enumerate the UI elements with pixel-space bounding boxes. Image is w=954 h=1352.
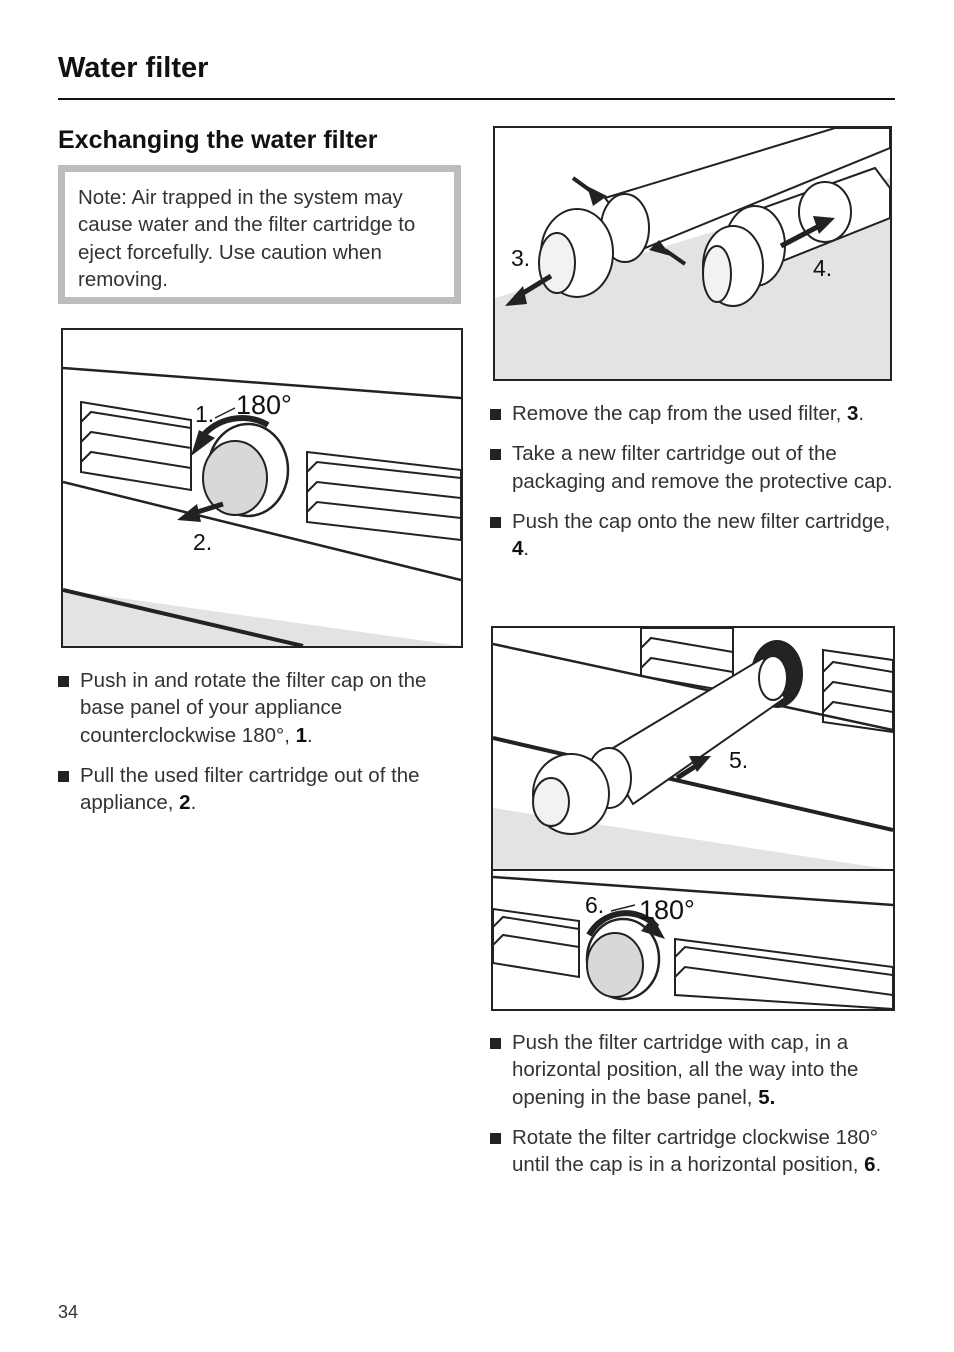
list-item: Pull the used filter cartridge out of the appliance, 2.: [58, 762, 468, 817]
figure-rotate-pull-drawing: [63, 330, 461, 646]
bullet-square-icon: [490, 1133, 501, 1144]
title-divider: [58, 98, 895, 100]
figure-cap-change-drawing: [495, 128, 890, 379]
bullet-square-icon: [58, 771, 69, 782]
bullet-square-icon: [58, 676, 69, 687]
bullet-square-icon: [490, 517, 501, 528]
step-6-label: 6.: [585, 892, 605, 918]
step-2-label: 2.: [193, 529, 213, 555]
bullet-square-icon: [490, 449, 501, 460]
angle-label-6: 180°: [639, 895, 695, 925]
bullet-square-icon: [490, 409, 501, 420]
page-title: Water filter: [58, 52, 209, 84]
section-heading: Exchanging the water filter: [58, 126, 378, 154]
steps-list-left: [58, 667, 468, 829]
step-3-label: 3.: [511, 245, 531, 271]
figure-rotate-pull: [61, 328, 463, 648]
angle-label: 180°: [236, 390, 292, 420]
figure-insert-cartridge: [491, 626, 895, 872]
figure-rotate-clockwise: [491, 869, 895, 1011]
list-item: Rotate the filter cartridge clockwise 180° until the cap is in a horizontal position, 6.: [490, 1124, 900, 1179]
list-item: Push the filter cartridge with cap, in a horizontal position, all the way into the opening in the base panel, 5.: [490, 1029, 900, 1111]
step-1-label: 1.: [195, 401, 215, 427]
figure-cap-change: [493, 126, 892, 381]
list-item: Push in and rotate the filter cap on the base panel of your appliance counterclockwise 180°, 1.: [58, 667, 468, 749]
bullet-square-icon: [490, 1038, 501, 1049]
step-5-label: 5.: [729, 747, 749, 773]
caution-note: [58, 165, 461, 304]
list-item: Take a new filter cartridge out of the packaging and remove the protective cap.: [490, 440, 900, 495]
list-item: Remove the cap from the used filter, 3.: [490, 400, 900, 427]
steps-list-right-top: [490, 400, 900, 575]
step-4-label: 4.: [813, 255, 833, 281]
figure-rotate-clockwise-drawing: [493, 871, 893, 1009]
figure-insert-cartridge-drawing: [493, 628, 893, 870]
page-number: 34: [58, 1302, 79, 1322]
caution-note-text: Note: Air trapped in the system may cause water and the filter cartridge to eject forcefully. Use caution when removing.: [78, 186, 416, 291]
steps-list-right-bottom: [490, 1029, 900, 1191]
list-item: Push the cap onto the new filter cartridge, 4.: [490, 508, 900, 563]
